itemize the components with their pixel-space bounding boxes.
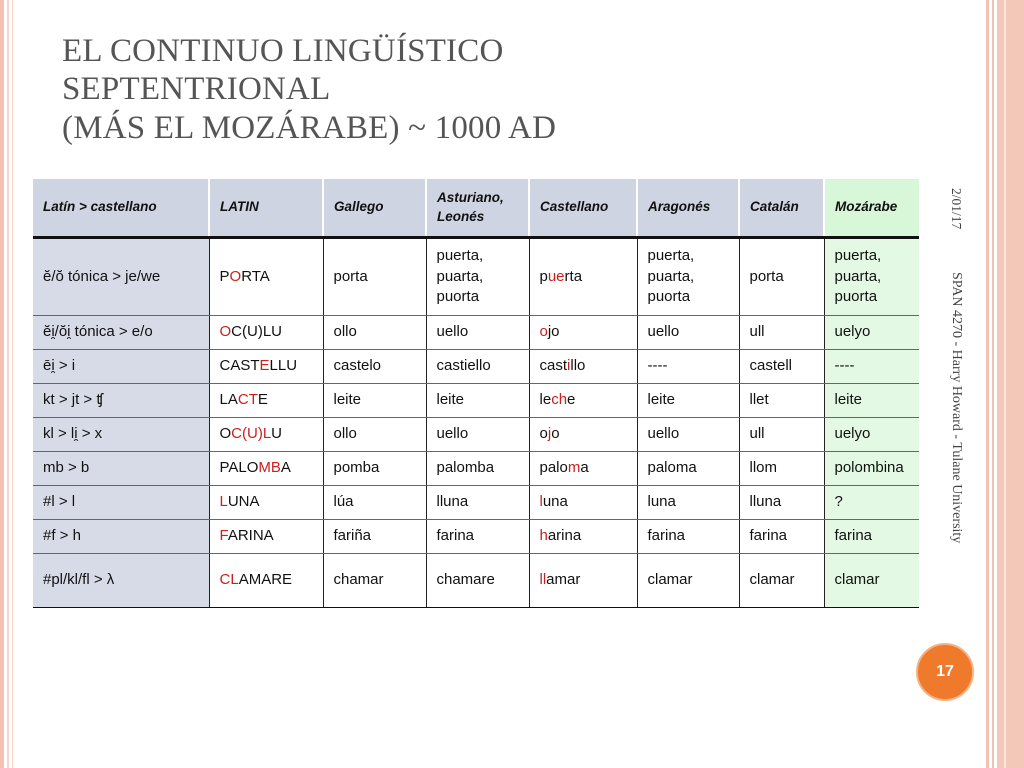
gallego-cell: fariña [323,520,426,554]
asturiano-cell: chamare [426,554,529,608]
sound-change-rule: #f > h [33,520,209,554]
catalan-cell: llom [739,452,824,486]
text-segment: le [539,391,552,409]
castellano-cell [529,238,637,316]
catalan-cell: ull [739,316,824,350]
right-decor-stripe [997,0,1024,768]
dialect-comparison-table [33,179,919,608]
latin-cell [209,418,323,452]
sound-change-rule: kl > li̯ > x [33,418,209,452]
slide-title-line-3: (MÁS EL MOZÁRABE) ~ 1000 AD [62,109,557,146]
header-cell: LATIN [209,179,323,238]
sound-change-rule: ēi̯ > i [33,350,209,384]
gallego-cell: lúa [323,486,426,520]
table-row [33,238,919,316]
text-segment: p [539,267,548,285]
text-segment: o [539,425,548,443]
gallego-cell: leite [323,384,426,418]
highlighted-segment: O [219,323,232,341]
sound-change-rule: ĕ/ŏ tónica > je/we [33,238,209,316]
text-segment: ARINA [227,527,274,545]
text-segment: a [580,459,589,477]
aragones-cell: clamar [637,554,739,608]
castellano-cell [529,418,637,452]
right-decor-stripe [986,0,989,768]
gallego-cell: castelo [323,350,426,384]
text-segment: P [219,267,230,285]
latin-cell [209,350,323,384]
castellano-cell [529,384,637,418]
text-segment: palo [539,459,568,477]
header-cell: Latín > castellano [33,179,209,238]
catalan-cell: farina [739,520,824,554]
table-body [33,238,919,608]
header-cell: Aragonés [637,179,739,238]
highlighted-segment: m [567,459,581,477]
slide-title-line-2: SEPTENTRIONAL [62,71,331,108]
latin-cell [209,486,323,520]
table-header-row [33,179,919,238]
text-segment: A [280,459,291,477]
text-segment: LLU [269,357,298,375]
aragones-cell: ---- [637,350,739,384]
table-row [33,384,919,418]
text-segment: jo [547,323,560,341]
text-segment: una [542,493,568,511]
left-decor-stripe [12,0,13,768]
sound-change-rule: ĕi̯/ŏi̯ tónica > e/o [33,316,209,350]
left-decor-stripe [0,0,4,768]
page-number-badge: 17 [916,643,974,701]
castellano-cell [529,452,637,486]
highlighted-segment: O [229,267,242,285]
text-segment: E [257,391,268,409]
sound-change-rule: kt > jt > ʧ [33,384,209,418]
asturiano-cell: palomba [426,452,529,486]
slide-title-line-1: EL CONTINUO LINGÜÍSTICO [62,33,504,69]
aragones-cell: paloma [637,452,739,486]
castellano-cell [529,554,637,608]
text-segment: amar [546,571,581,589]
castellano-cell [529,316,637,350]
asturiano-cell: uello [426,316,529,350]
table-row [33,554,919,608]
highlighted-segment: h [539,527,548,545]
catalan-cell: llet [739,384,824,418]
castellano-cell [529,486,637,520]
highlighted-segment: j [547,425,552,443]
mozarabe-cell: ---- [824,350,919,384]
highlighted-segment: E [259,357,270,375]
text-segment: AMARE [238,571,293,589]
latin-cell [209,238,323,316]
highlighted-segment: CL [219,571,239,589]
sound-change-rule: mb > b [33,452,209,486]
sound-change-rule: #pl/kl/fl > λ [33,554,209,608]
highlighted-segment: o [539,323,548,341]
slide-title [62,32,882,147]
text-segment: cast [539,357,568,375]
aragones-cell: luna [637,486,739,520]
aragones-cell: uello [637,418,739,452]
highlighted-segment: ll [539,571,547,589]
highlighted-segment: i [567,357,571,375]
mozarabe-cell: polombina [824,452,919,486]
latin-cell [209,520,323,554]
aragones-cell: farina [637,520,739,554]
mozarabe-cell: uelyo [824,418,919,452]
latin-cell [209,384,323,418]
latin-cell [209,554,323,608]
catalan-cell: clamar [739,554,824,608]
header-cell: Asturiano, Leonés [426,179,529,238]
aragones-cell: puerta, puarta, puorta [637,238,739,316]
highlighted-segment: ue [547,267,565,285]
highlighted-segment: CT [237,391,258,409]
gallego-cell: porta [323,238,426,316]
text-segment: UNA [227,493,260,511]
header-cell: Gallego [323,179,426,238]
highlighted-segment: MB [258,459,281,477]
aragones-cell: uello [637,316,739,350]
text-segment: o [551,425,560,443]
slide-date: 2/01/17 [949,188,964,230]
left-decor-stripe [7,0,9,768]
right-decor-stripe [992,0,994,768]
text-segment: O [219,425,232,443]
catalan-cell: ull [739,418,824,452]
header-cell: Catalán [739,179,824,238]
castellano-cell [529,520,637,554]
highlighted-segment: F [219,527,228,545]
text-segment: C(U)LU [231,323,283,341]
header-cell-mozarabe: Mozárabe [824,179,919,238]
text-segment: RTA [241,267,270,285]
gallego-cell: ollo [323,316,426,350]
gallego-cell: chamar [323,554,426,608]
mozarabe-cell: clamar [824,554,919,608]
mozarabe-cell: puerta, puarta, puorta [824,238,919,316]
mozarabe-cell: leite [824,384,919,418]
latin-cell [209,452,323,486]
table-row [33,350,919,384]
sound-change-rule: #l > l [33,486,209,520]
text-segment: rta [564,267,583,285]
asturiano-cell: uello [426,418,529,452]
mozarabe-cell: farina [824,520,919,554]
catalan-cell: castell [739,350,824,384]
mozarabe-cell: uelyo [824,316,919,350]
text-segment: arina [547,527,582,545]
highlighted-segment: l [539,493,543,511]
catalan-cell: lluna [739,486,824,520]
highlighted-segment: ch [551,391,568,409]
highlighted-segment: L [219,493,228,511]
castellano-cell [529,350,637,384]
aragones-cell: leite [637,384,739,418]
asturiano-cell: lluna [426,486,529,520]
text-segment: e [567,391,576,409]
text-segment: llo [570,357,586,375]
asturiano-cell: leite [426,384,529,418]
highlighted-segment: C(U)L [231,425,272,443]
table-row [33,418,919,452]
catalan-cell: porta [739,238,824,316]
table-row [33,452,919,486]
latin-cell [209,316,323,350]
table-row [33,520,919,554]
asturiano-cell: puerta, puarta, puorta [426,238,529,316]
asturiano-cell: farina [426,520,529,554]
gallego-cell: pomba [323,452,426,486]
slide-footer: SPAN 4270 - Harry Howard - Tulane University [949,272,964,544]
gallego-cell: ollo [323,418,426,452]
text-segment: CAST [219,357,260,375]
text-segment: PALO [219,459,259,477]
header-cell: Castellano [529,179,637,238]
text-segment: LA [219,391,238,409]
table-row [33,486,919,520]
right-decor-stripe [1004,0,1006,768]
table-row [33,316,919,350]
asturiano-cell: castiello [426,350,529,384]
text-segment: U [271,425,283,443]
mozarabe-cell: ? [824,486,919,520]
